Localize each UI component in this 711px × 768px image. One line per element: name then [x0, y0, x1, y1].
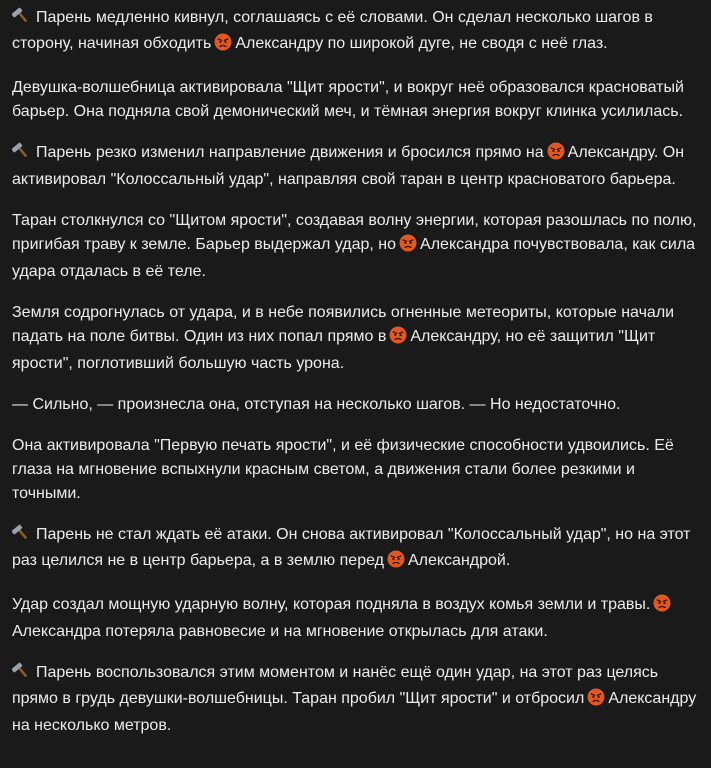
hammer-icon — [12, 6, 30, 32]
paragraph-text: Парень медленно кивнул, соглашаясь с её словами. Он сделал несколько шагов в сторону, начиная обходить — [12, 9, 653, 52]
paragraph-text: Девушка-волшебница активировала "Щит ярости", и вокруг неё образовался красноватый барьер. Она подняла свой демонический меч, и тёмная энергия вокруг клинка усилилась. — [12, 79, 684, 120]
hammer-icon — [12, 141, 30, 167]
angry-face-icon — [399, 234, 417, 260]
paragraph-text: Таран столкнулся со "Щитом ярости", создавая волну энергии, которая разошлась по полю, пригибая траву к земле. Барьер выдержал удар, но — [12, 212, 697, 253]
message-paragraph — [12, 593, 699, 644]
angry-face-icon — [653, 594, 671, 620]
paragraph-text: Удар создал мощную ударную волну, которая подняла в воздух комья земли и травы. — [12, 596, 651, 613]
angry-face-icon — [387, 550, 405, 576]
message-paragraph — [12, 6, 699, 59]
angry-face-icon — [389, 326, 407, 352]
message-paragraph — [12, 661, 699, 738]
message-paragraph — [12, 76, 699, 124]
paragraph-text: Александру, но её защитил "Щит ярости", поглотивший большую часть урона. — [12, 328, 656, 372]
paragraph-text: Она активировала "Первую печать ярости", и её физические способности удвоились. Её глаза на мгновение вспыхнули красным светом, а движения стали более резкими и точными. — [12, 437, 674, 502]
message-paragraph — [12, 301, 699, 376]
paragraph-text: Александрой. — [407, 552, 511, 569]
message-paragraph — [12, 434, 699, 506]
paragraph-text: Александру по широкой дуге, не сводя с неё глаз. — [235, 35, 608, 52]
angry-face-icon — [587, 688, 605, 714]
paragraph-text: Александру. Он активировал "Колоссальный удар", направляя свой таран в центр красноватого барьера. — [12, 144, 685, 188]
angry-face-icon — [214, 33, 232, 59]
paragraph-text: Александра почувствовала, как сила удара отдалась в её теле. — [12, 236, 696, 280]
angry-face-icon — [547, 142, 565, 168]
paragraph-text: Парень не стал ждать её атаки. Он снова активировал "Колоссальный удар", но на этот раз целился не в центр барьера, а в землю перед — [12, 526, 691, 569]
hammer-icon — [12, 661, 30, 687]
message-paragraph — [12, 209, 699, 284]
paragraph-text: — Сильно, — произнесла она, отступая на несколько шагов. — Но недостаточно. — [12, 396, 621, 413]
paragraph-text: Парень воспользовался этим моментом и нанёс ещё один удар, на этот раз целясь прямо в грудь девушки-волшебницы. Таран пробил "Щит ярости" и отбросил — [12, 664, 659, 707]
message-paragraph — [12, 523, 699, 576]
paragraph-text: Земля содрогнулась от удара, и в небе появились огненные метеориты, которые начали падать на поле битвы. Один из них попал прямо в — [12, 304, 675, 345]
message-paragraph — [12, 393, 699, 417]
paragraph-text: Александру на несколько метров. — [12, 690, 697, 734]
paragraph-text: Александра потеряла равновесие и на мгновение открылась для атаки. — [12, 623, 548, 640]
paragraph-text: Парень резко изменил направление движения и бросился прямо на — [36, 144, 544, 161]
hammer-icon — [12, 523, 30, 549]
message-paragraph — [12, 141, 699, 192]
